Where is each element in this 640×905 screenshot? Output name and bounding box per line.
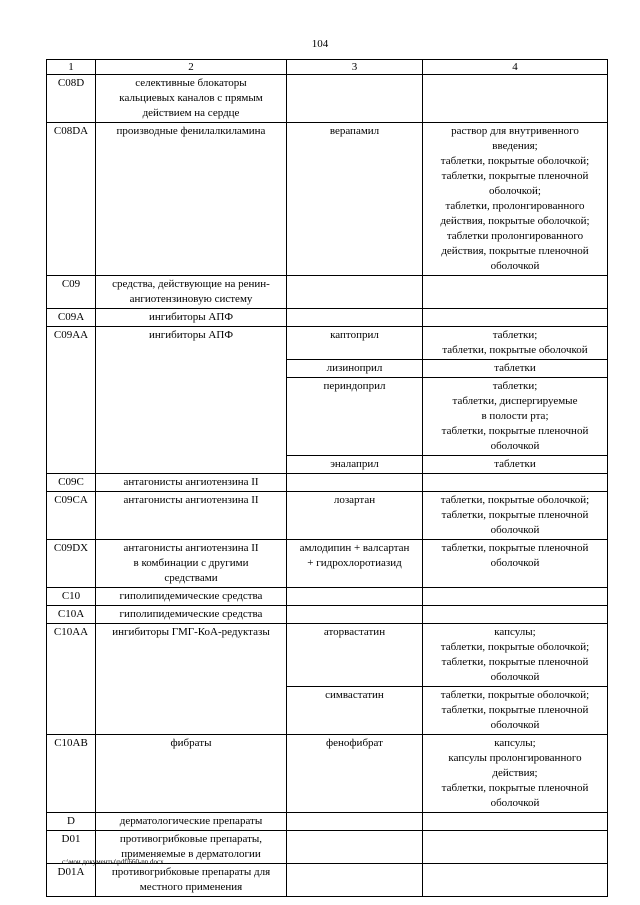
cell-text-line: таблетки, покрытые пленочной [441, 704, 589, 716]
cell-text-line: эналаприл [330, 458, 379, 470]
cell-text-line: таблетки; [492, 329, 538, 341]
drug-name-cell [287, 588, 423, 606]
table-row [47, 606, 608, 624]
table-row [47, 735, 608, 813]
cell-text-line: таблетки, покрытые пленочной [441, 509, 589, 521]
cell-text-line: лозартан [333, 494, 376, 506]
drug-name-cell [287, 309, 423, 327]
drug-name-cell [287, 360, 423, 378]
cell-text-line: производные фенилалкиламина [116, 125, 266, 137]
atc-code-cell: C09 [47, 276, 96, 309]
cell-text-line: селективные блокаторы [135, 77, 247, 89]
cell-text-line: лизиноприл [326, 362, 383, 374]
cell-text-line: таблетки, пролонгированного [445, 200, 585, 212]
group-name-cell [96, 276, 287, 309]
cell-text-line: применяемые в дерматологии [121, 848, 261, 860]
footer-file-path: c:\мои документы\pdf\660-nn.docx [62, 858, 164, 866]
table-row [47, 474, 608, 492]
cell-text-line: ингибиторы ГМГ-КоА-редуктазы [112, 626, 270, 638]
cell-text-line: действием на сердце [142, 107, 240, 119]
atc-code-cell: C09DX [47, 540, 96, 588]
cell-text-line: противогрибковые препараты, [119, 833, 263, 845]
table-row [47, 75, 608, 123]
cell-text-line: таблетки, покрытые оболочкой; [440, 641, 590, 653]
atc-code-cell: C10 [47, 588, 96, 606]
cell-text-line: таблетки, покрытые оболочкой; [440, 155, 590, 167]
drug-name-cell [287, 474, 423, 492]
dosage-form-cell [423, 687, 608, 735]
group-name-cell [96, 474, 287, 492]
atc-code-cell: C10A [47, 606, 96, 624]
cell-text-line: кальциевых каналов с прямым [119, 92, 263, 104]
dosage-form-cell [423, 831, 608, 864]
dosage-form-cell [423, 864, 608, 897]
table-header-row [47, 60, 608, 75]
cell-text-line: гиполипидемические средства [119, 590, 263, 602]
cell-text-line: фибраты [170, 737, 212, 749]
cell-text-line: верапамил [329, 125, 380, 137]
cell-text-line: таблетки, покрытые пленочной [441, 782, 589, 794]
dosage-form-cell [423, 309, 608, 327]
group-name-cell [96, 309, 287, 327]
atc-code-cell: C08DA [47, 123, 96, 276]
cell-text-line: периндоприл [323, 380, 386, 392]
dosage-form-cell [423, 588, 608, 606]
group-name-cell [96, 624, 287, 735]
drug-name-cell [287, 75, 423, 123]
dosage-form-cell [423, 624, 608, 687]
cell-text-line: средства, действующие на ренин- [112, 278, 270, 290]
drug-name-cell [287, 276, 423, 309]
table-row [47, 624, 608, 687]
table-row [47, 588, 608, 606]
cell-text-line: таблетки; [492, 380, 538, 392]
cell-text-line: оболочкой; [489, 185, 541, 197]
cell-text-line: гиполипидемические средства [119, 608, 263, 620]
group-name-cell [96, 606, 287, 624]
cell-text-line: оболочкой [490, 440, 540, 452]
cell-text-line: таблетки пролонгированного [446, 230, 584, 242]
cell-text-line: раствор для внутривенного [451, 125, 579, 137]
drug-name-cell [287, 492, 423, 540]
atc-code-cell: C09AA [47, 327, 96, 474]
dosage-form-cell [423, 360, 608, 378]
dosage-form-cell [423, 456, 608, 474]
cell-text-line: местного применения [139, 881, 243, 893]
cell-text-line: аторвастатин [323, 626, 386, 638]
column-header: 4 [423, 60, 608, 75]
cell-text-line: таблетки, покрытые оболочкой; [440, 494, 590, 506]
drug-name-cell [287, 123, 423, 276]
drug-name-cell [287, 327, 423, 360]
cell-text-line: антагонисты ангиотензина II [123, 494, 259, 506]
cell-text-line: таблетки, диспергируемые [452, 395, 578, 407]
cell-text-line: таблетки [494, 362, 536, 374]
cell-text-line: оболочкой [490, 671, 540, 683]
cell-text-line: оболочкой [490, 797, 540, 809]
cell-text-line: в комбинации с другими [133, 557, 249, 569]
cell-text-line: ингибиторы АПФ [148, 329, 234, 341]
cell-text-line: ангиотензиновую систему [129, 293, 253, 305]
table-row [47, 864, 608, 897]
group-name-cell [96, 540, 287, 588]
cell-text-line: таблетки, покрытые пленочной [441, 542, 589, 554]
drug-list-table [46, 59, 608, 897]
drug-name-cell [287, 378, 423, 456]
cell-text-line: фенофибрат [326, 737, 383, 749]
dosage-form-cell [423, 540, 608, 588]
cell-text-line: средствами [164, 572, 218, 584]
cell-text-line: антагонисты ангиотензина II [123, 542, 259, 554]
cell-text-line: оболочкой [490, 260, 540, 272]
dosage-form-cell [423, 123, 608, 276]
atc-code-cell: D01 [47, 831, 96, 864]
cell-text-line: амлодипин + валсартан [299, 542, 410, 554]
group-name-cell [96, 813, 287, 831]
dosage-form-cell [423, 492, 608, 540]
cell-text-line: таблетки, покрытые пленочной [441, 656, 589, 668]
drug-name-cell [287, 540, 423, 588]
group-name-cell [96, 123, 287, 276]
drug-name-cell [287, 735, 423, 813]
drug-name-cell [287, 864, 423, 897]
cell-text-line: + гидрохлоротиазид [307, 557, 402, 569]
cell-text-line: таблетки, покрытые оболочкой [442, 344, 588, 356]
dosage-form-cell [423, 276, 608, 309]
cell-text-line: таблетки, покрытые оболочкой; [440, 689, 590, 701]
dosage-form-cell [423, 735, 608, 813]
table-row [47, 327, 608, 360]
cell-text-line: действия; [492, 767, 538, 779]
cell-text-line: антагонисты ангиотензина II [123, 476, 259, 488]
atc-code-cell: C09CA [47, 492, 96, 540]
group-name-cell [96, 75, 287, 123]
column-header: 1 [47, 60, 96, 75]
drug-name-cell [287, 831, 423, 864]
cell-text-line: в полости рта; [481, 410, 549, 422]
cell-text-line: капсулы пролонгированного [448, 752, 582, 764]
dosage-form-cell [423, 378, 608, 456]
table-row [47, 309, 608, 327]
cell-text-line: каптоприл [330, 329, 379, 341]
cell-text-line: оболочкой [490, 719, 540, 731]
column-header: 2 [96, 60, 287, 75]
atc-code-cell: D [47, 813, 96, 831]
group-name-cell [96, 864, 287, 897]
group-name-cell [96, 588, 287, 606]
cell-text-line: ингибиторы АПФ [148, 311, 234, 323]
atc-code-cell: C09C [47, 474, 96, 492]
cell-text-line: оболочкой [490, 557, 540, 569]
dosage-form-cell [423, 813, 608, 831]
group-name-cell [96, 327, 287, 474]
drug-name-cell [287, 624, 423, 687]
atc-code-cell: C09A [47, 309, 96, 327]
atc-code-cell: D01A [47, 864, 96, 897]
cell-text-line: дерматологические препараты [119, 815, 263, 827]
table-row [47, 492, 608, 540]
cell-text-line: симвастатин [325, 689, 384, 701]
drug-name-cell [287, 687, 423, 735]
cell-text-line: таблетки, покрытые пленочной [441, 425, 589, 437]
cell-text-line: действия, покрытые оболочкой; [440, 215, 590, 227]
atc-code-cell: C10AB [47, 735, 96, 813]
cell-text-line: оболочкой [490, 524, 540, 536]
cell-text-line: капсулы; [494, 737, 536, 749]
dosage-form-cell [423, 75, 608, 123]
atc-code-cell: C10AA [47, 624, 96, 735]
table-row [47, 276, 608, 309]
table-row [47, 813, 608, 831]
cell-text-line: противогрибковые препараты для [111, 866, 271, 878]
page-number: 104 [311, 38, 329, 50]
cell-text-line: таблетки [494, 458, 536, 470]
atc-code-cell: C08D [47, 75, 96, 123]
group-name-cell [96, 492, 287, 540]
table-row [47, 540, 608, 588]
column-header: 3 [287, 60, 423, 75]
dosage-form-cell [423, 474, 608, 492]
cell-text-line: капсулы; [494, 626, 536, 638]
dosage-form-cell [423, 327, 608, 360]
cell-text-line: действия, покрытые пленочной [441, 245, 589, 257]
cell-text-line: таблетки, покрытые пленочной [441, 170, 589, 182]
table-body [47, 75, 608, 897]
dosage-form-cell [423, 606, 608, 624]
drug-name-cell [287, 813, 423, 831]
drug-name-cell [287, 606, 423, 624]
table-row [47, 123, 608, 276]
drug-name-cell [287, 456, 423, 474]
cell-text-line: введения; [492, 140, 538, 152]
group-name-cell [96, 735, 287, 813]
